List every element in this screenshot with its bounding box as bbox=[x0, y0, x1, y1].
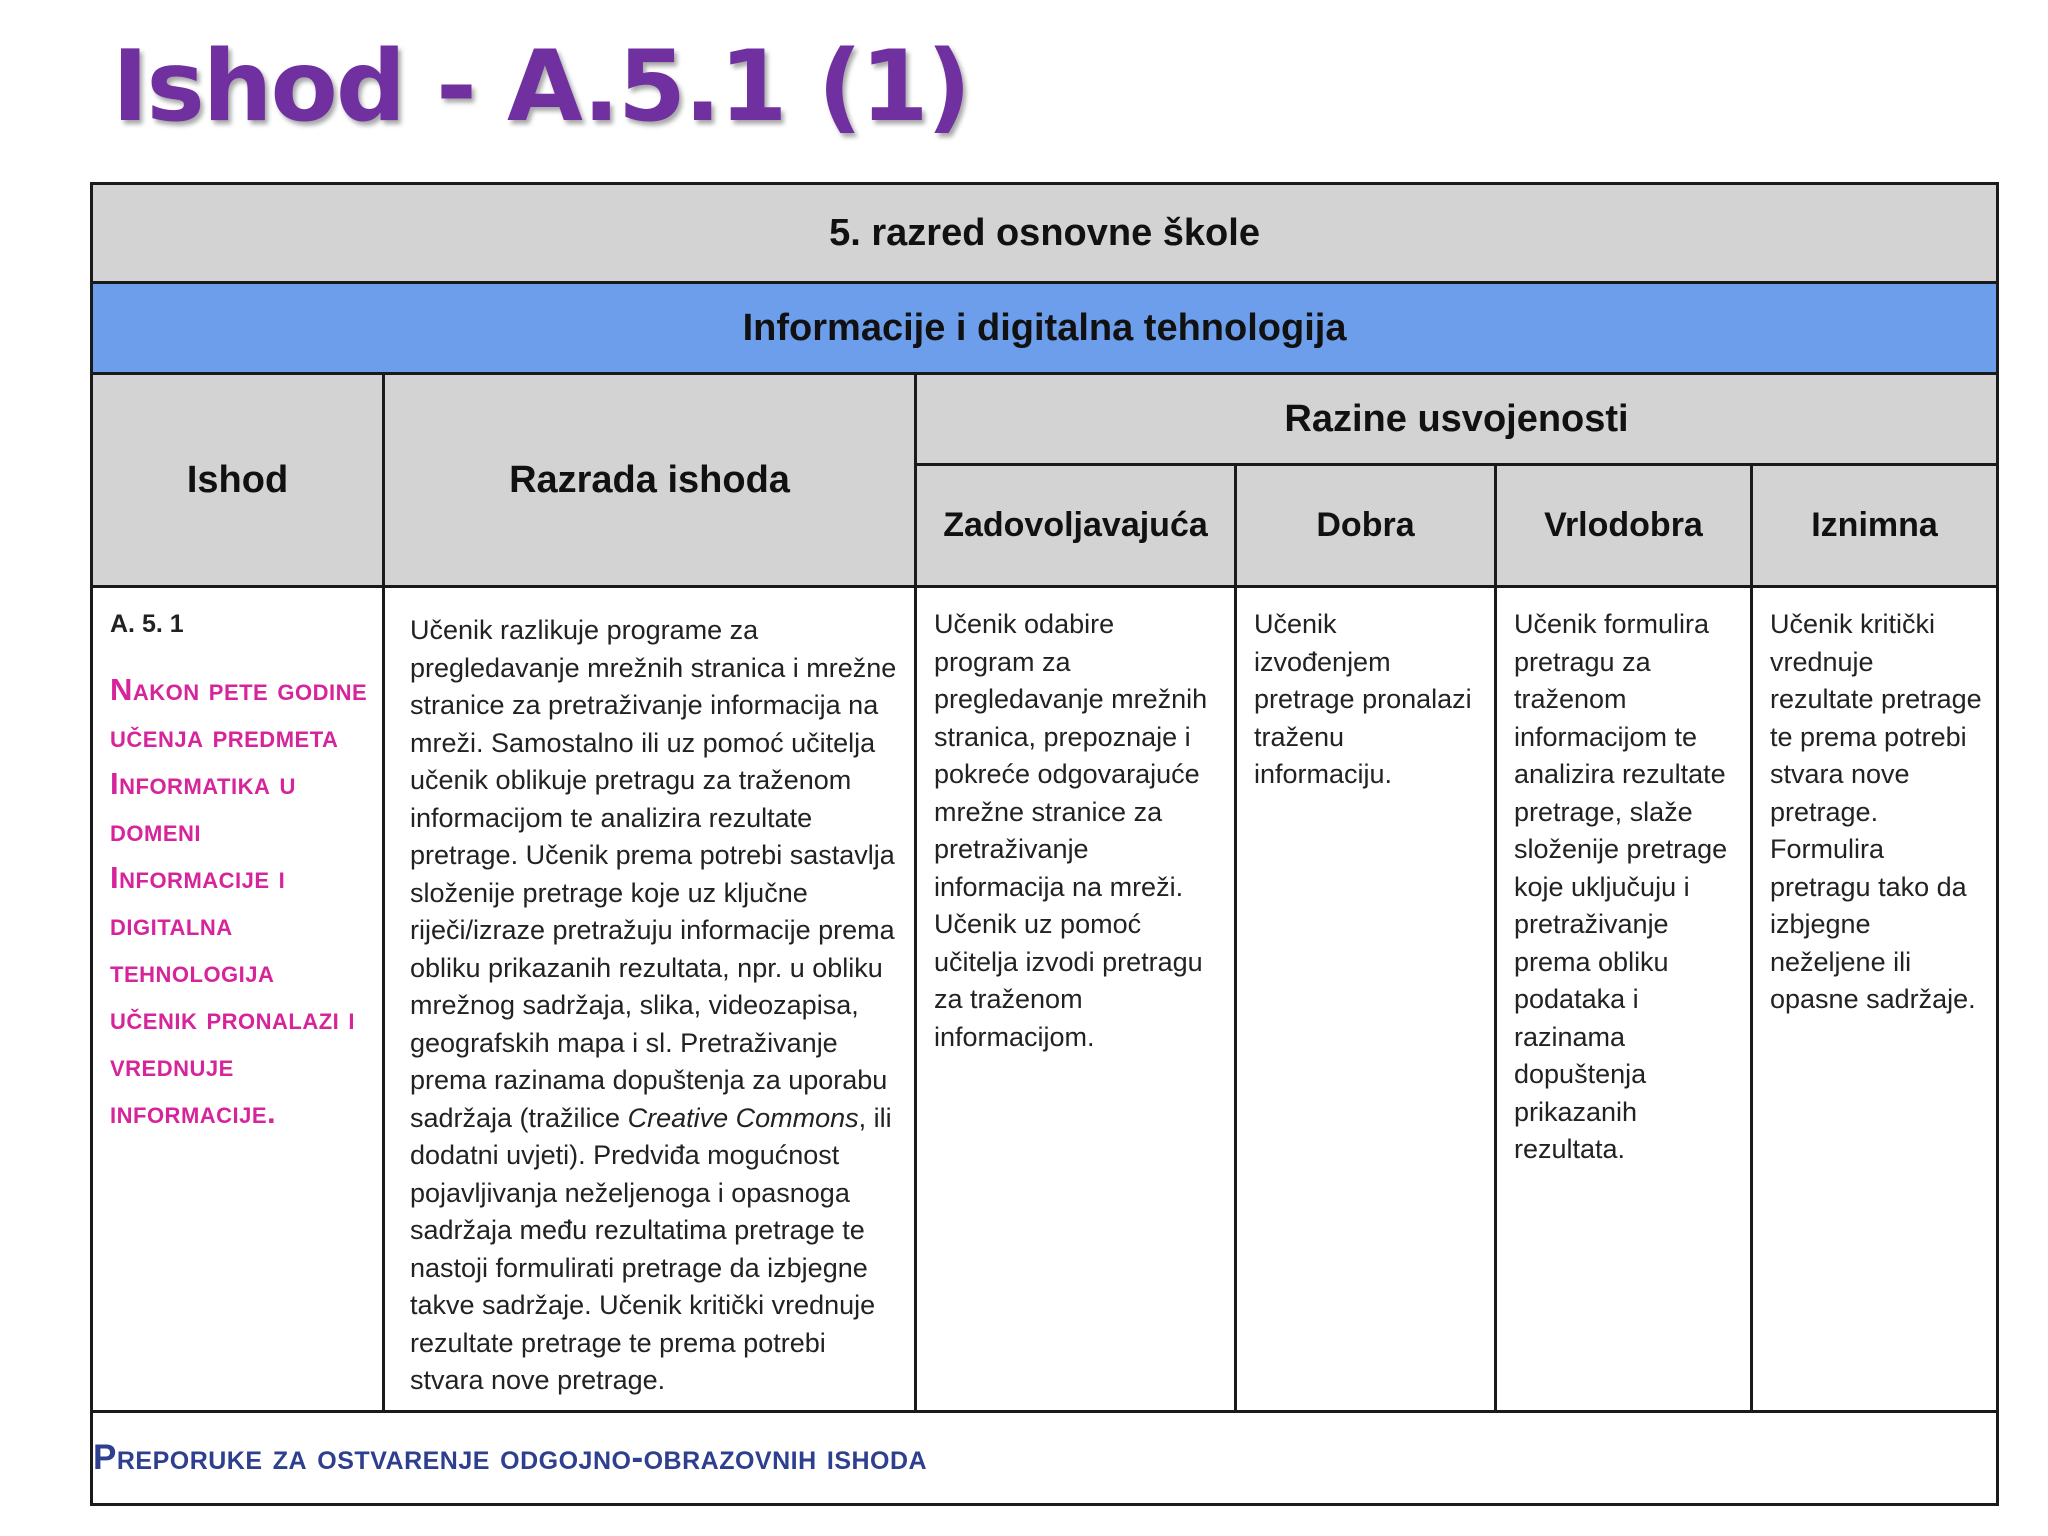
ishod-text: Nakon pete godine učenja predmeta Informatika u domeni Informacije i digitalna tehnologija učenik pronalazi i vrednuje informacije. bbox=[110, 671, 368, 1130]
razrada-text-part2: , ili dodatni uvjeti). Predviđa mogućnost pojavljivanja neželjenoga i opasnoga sadržaja među rezultatima pretrage te nastoji formulirati pretrage da izbjegne takve sadržaje. Učenik kritički vrednuje rezultate pretrage te prema potrebi stvara nove pretrage. bbox=[410, 1102, 892, 1395]
creative-commons-term: Creative Commons bbox=[627, 1102, 859, 1133]
dobra-text: Učenik izvođenjem pretrage pronalazi traženu informaciju. bbox=[1254, 609, 1472, 789]
level-header-zadovoljavajuca: Zadovoljavajuća bbox=[916, 465, 1236, 587]
recommendations-heading: Preporuke za ostvarenje odgojno-obrazovnih ishoda bbox=[93, 1437, 928, 1477]
razrada-text-part1: Učenik razlikuje programe za pregledavanje mrežnih stranica i mrežne stranice za pretraživanje informacija na mreži. Samostalno ili uz pomoć učitelja učenik oblikuje pretragu za traženom informacijom te analizira rezultate pretrage. Učenik prema potrebi sastavlja složenije pretrage koje uz ključne riječi/izraze pretražuju informacije prema obliku prikazanih rezultata, npr. u obliku mrežnog sadržaja, slika, videozapisa, geografskih mapa i sl. Pretraživanje prema razinama dopuštenja za uporabu sadržaja (tražilice bbox=[410, 615, 897, 1133]
razine-header: Razine usvojenosti bbox=[916, 374, 1998, 465]
grade-cell: 5. razred osnovne škole bbox=[92, 184, 1998, 283]
footer-cell bbox=[92, 1411, 1998, 1504]
level-header-dobra: Dobra bbox=[1236, 465, 1496, 587]
zadovoljavajuca-text: Učenik odabire program za pregledavanje mrežnih stranica, prepoznaje i pokreće odgovarajuće mrežne stranice za pretraživanje informacija na mreži. Učenik uz pomoć učitelja izvodi pretragu za traženom informacijom. bbox=[934, 609, 1208, 1052]
domain-cell: Informacije i digitalna tehnologija bbox=[92, 283, 1998, 374]
ishod-code: A. 5. 1 bbox=[110, 610, 184, 638]
zadovoljavajuca-cell bbox=[916, 587, 1236, 1412]
domain-row bbox=[92, 283, 1998, 374]
outcome-table bbox=[90, 182, 1999, 1506]
footer-row bbox=[92, 1411, 1998, 1504]
level-header-vrlodobra: Vrlodobra bbox=[1496, 465, 1752, 587]
ishod-header: Ishod bbox=[92, 374, 384, 587]
content-row bbox=[92, 587, 1998, 1412]
ishod-cell bbox=[92, 587, 384, 1412]
grade-row bbox=[92, 184, 1998, 283]
header-row bbox=[92, 374, 1998, 465]
level-header-iznimna: Iznimna bbox=[1752, 465, 1998, 587]
vrlodobra-cell bbox=[1496, 587, 1752, 1412]
iznimna-text: Učenik kritički vrednuje rezultate pretrage te prema potrebi stvara nove pretrage. Formulira pretragu tako da izbjegne neželjene ili opasne sadržaje. bbox=[1770, 609, 1982, 1014]
razrada-text bbox=[385, 588, 914, 1410]
razrada-cell bbox=[384, 587, 916, 1412]
dobra-cell bbox=[1236, 587, 1496, 1412]
iznimna-cell bbox=[1752, 587, 1998, 1412]
vrlodobra-text: Učenik formulira pretragu za traženom informacijom te analizira rezultate pretrage, slaže složenije pretrage koje uključuju i pretraživanje prema obliku podataka i razinama dopuštenja prikazanih rezultata. bbox=[1514, 609, 1728, 1164]
razrada-header: Razrada ishoda bbox=[384, 374, 916, 587]
page-title: Ishod - A.5.1 (1) bbox=[112, 30, 970, 144]
